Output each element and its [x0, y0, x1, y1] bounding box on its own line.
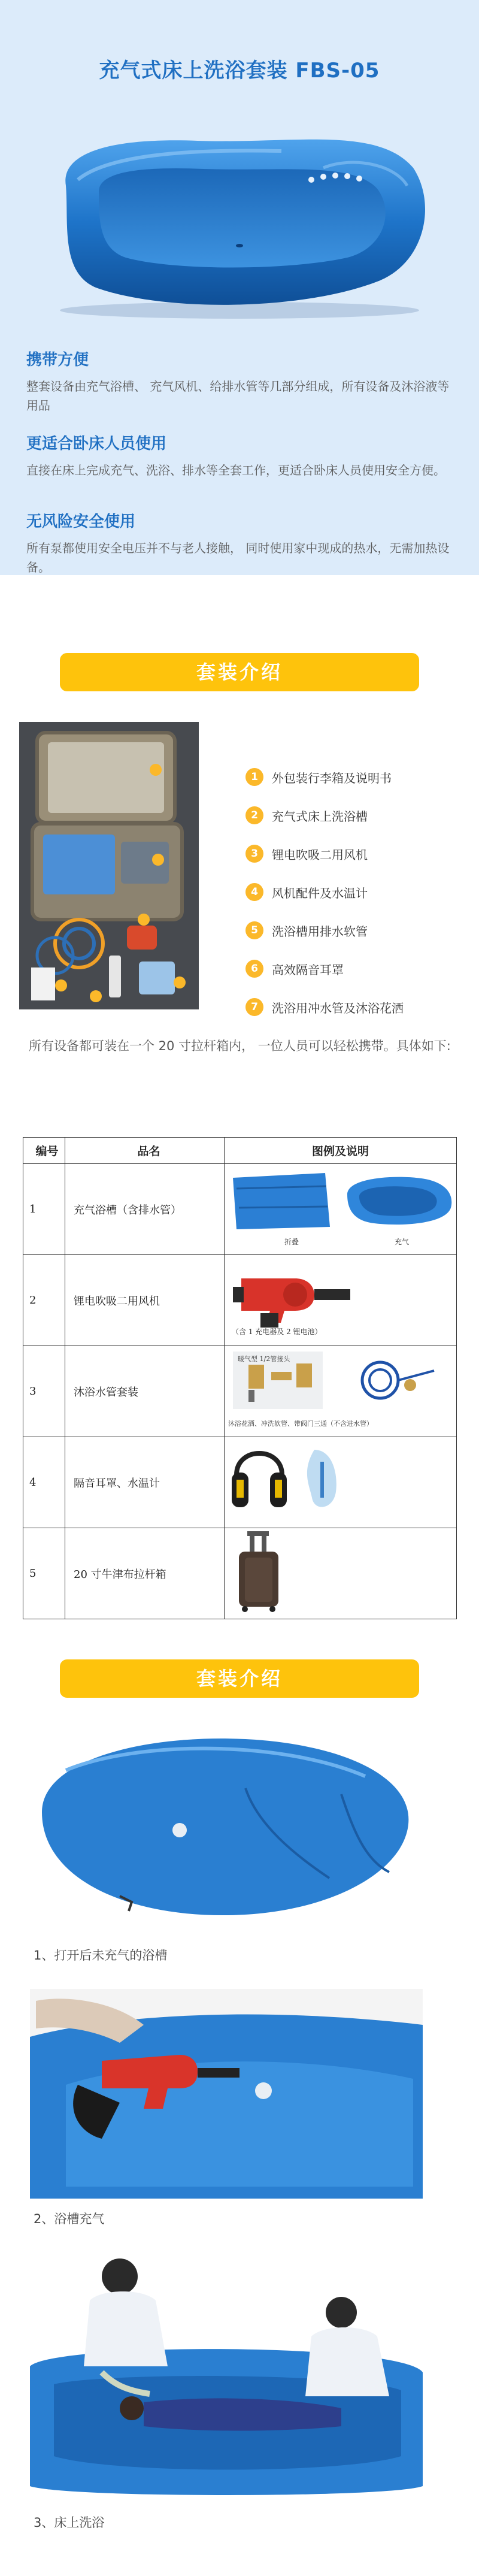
list-item	[245, 758, 467, 796]
number-badge: 3	[245, 845, 263, 863]
section-banner-kit: 套装介绍	[60, 653, 419, 691]
cell-id: 4	[23, 1437, 65, 1528]
figure-caption: 折叠	[284, 1237, 299, 1246]
number-badge: 2	[245, 806, 263, 824]
step-caption: 2、浴槽充气	[34, 2212, 105, 2226]
cell-name: 20 寸牛津布拉杆箱	[65, 1528, 225, 1619]
table-row	[23, 1346, 457, 1437]
kit-spec-table	[23, 1137, 457, 1619]
list-item	[245, 796, 467, 835]
list-item-label: 高效隔音耳罩	[272, 962, 344, 977]
list-item	[245, 988, 467, 1026]
feature-text: 整套设备由充气浴槽、 充气风机、给排水管等几部分组成，所有设备及沐浴液等用品	[26, 379, 450, 413]
table-row	[23, 1437, 457, 1528]
number-badge: 4	[245, 883, 263, 901]
list-item	[245, 835, 467, 873]
cell-figure	[225, 1346, 457, 1437]
table-row	[23, 1255, 457, 1346]
list-item-label: 充气式床上洗浴槽	[272, 809, 368, 824]
list-item-label: 外包装行李箱及说明书	[272, 770, 392, 785]
list-item	[245, 950, 467, 988]
column-header-id: 编号	[23, 1138, 65, 1164]
step-caption: 3、床上洗浴	[34, 2515, 105, 2530]
step-caption: 1、打开后未充气的浴槽	[34, 1948, 168, 1963]
cell-id: 1	[23, 1164, 65, 1255]
cell-figure	[225, 1437, 457, 1528]
suitcase-image	[225, 1529, 457, 1619]
figure-caption: 沐浴花洒、冲洗软管、带阀门三通（不含进水管）	[228, 1419, 373, 1428]
number-badge: 1	[245, 768, 263, 786]
inflatable-tub-image	[42, 114, 437, 323]
step-photo-inflating	[30, 1989, 423, 2199]
column-header-figure: 图例及说明	[225, 1138, 457, 1164]
step-photo-bed-bathing	[30, 2247, 423, 2498]
feature-text: 直接在床上完成充气、洗浴、排水等全套工作，更适合卧床人员使用安全方便。	[26, 463, 445, 477]
table-row	[23, 1164, 457, 1255]
cell-figure	[225, 1255, 457, 1346]
cell-figure	[225, 1528, 457, 1619]
feature-bedridden	[26, 431, 457, 480]
table-header-row	[23, 1138, 457, 1164]
list-item-label: 洗浴用冲水管及沐浴花洒	[272, 1000, 404, 1015]
feature-text: 所有泵都使用安全电压并不与老人接触， 同时使用家中现成的热水，无需加热设备。	[26, 541, 450, 575]
kit-item-list	[245, 758, 467, 1026]
feature-heading: 无风险安全使用	[26, 513, 136, 531]
figure-caption: （含 1 充电器及 2 锂电池）	[232, 1327, 322, 1336]
step-photo-uninflated	[30, 1722, 423, 1932]
list-item	[245, 911, 467, 950]
number-badge: 7	[245, 998, 263, 1016]
list-item-label: 风机配件及水温计	[272, 885, 368, 900]
column-header-name: 品名	[65, 1138, 225, 1164]
figure-caption: 充气	[395, 1237, 410, 1246]
cell-name: 隔音耳罩、水温计	[65, 1437, 225, 1528]
cell-id: 3	[23, 1346, 65, 1437]
cell-name: 充气浴槽（含排水管）	[65, 1164, 225, 1255]
list-item-label: 锂电吹吸二用风机	[272, 847, 368, 862]
cell-id: 5	[23, 1528, 65, 1619]
figure-caption: 暖气型 1/2管接头	[238, 1354, 290, 1363]
page-title: 充气式床上洗浴套装 FBS-05	[99, 59, 380, 83]
earmuff-thermometer-image	[225, 1438, 457, 1528]
list-item	[245, 873, 467, 911]
table-row	[23, 1528, 457, 1619]
section-banner-steps: 套装介绍	[60, 1659, 419, 1698]
feature-safety	[26, 509, 457, 577]
kit-contents-photo	[19, 722, 199, 1009]
cell-name: 锂电吹吸二用风机	[65, 1255, 225, 1346]
feature-portable	[26, 347, 457, 415]
cell-name: 沐浴水管套装	[65, 1346, 225, 1437]
feature-heading: 更适合卧床人员使用	[26, 435, 167, 453]
cell-id: 2	[23, 1255, 65, 1346]
feature-heading: 携带方便	[26, 351, 89, 369]
number-badge: 6	[245, 960, 263, 978]
number-badge: 5	[245, 921, 263, 939]
tub-folded-inflated-image	[225, 1165, 457, 1254]
list-item-label: 洗浴槽用排水软管	[272, 924, 368, 939]
cell-figure	[225, 1164, 457, 1255]
hero-section	[0, 0, 479, 575]
kit-intro-text: 所有设备都可装在一个 20 寸拉杆箱内， 一位人员可以轻松携带。具体如下:	[29, 1039, 451, 1053]
